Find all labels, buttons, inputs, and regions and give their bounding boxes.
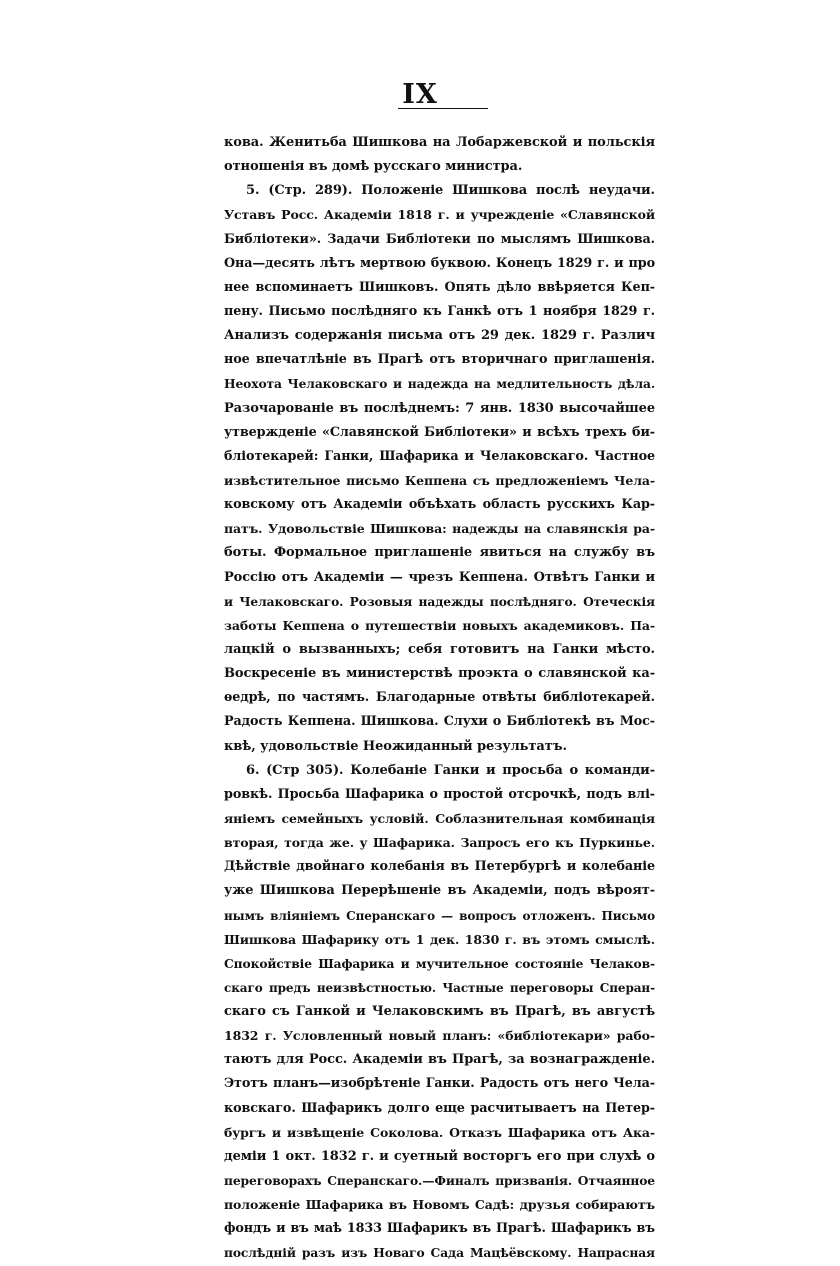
header-rule bbox=[398, 108, 488, 109]
text-line: бліотекарей: Ганки, Шафарика и Челаковскаго. Частное bbox=[224, 448, 655, 464]
text-line: уже Шишкова Перерѣшеніе въ Академіи, подъ вѣроят- bbox=[224, 883, 655, 899]
text-line: бургъ и извѣщеніе Соколова. Отказъ Шафарика отъ Ака- bbox=[224, 1124, 655, 1140]
text-line: Анализъ содержанія письма отъ 29 дек. 1829 г. Различ bbox=[224, 328, 655, 344]
text-line: кова. Женитьба Шишкова на Лобаржевской и польскія bbox=[224, 135, 655, 150]
text-line: деміи 1 окт. 1832 г. и суетный восторгъ его при слухѣ о bbox=[224, 1148, 655, 1164]
text-line: яніемъ семейныхъ условій. Соблазнительная комбинація bbox=[224, 810, 655, 826]
page-number: IX bbox=[402, 79, 438, 110]
text-line: ровкѣ. Просьба Шафарика о простой отсрочкѣ, подъ влі- bbox=[224, 786, 655, 802]
text-line: утвержденіе «Славянской Библіотеки» и всѣхъ трехъ би- bbox=[224, 424, 655, 440]
text-line: Дѣйствіе двойнаго колебанія въ Петербургѣ и колебаніе bbox=[224, 859, 655, 875]
text-line: Россію отъ Академіи — чрезъ Кеппена. Отвѣтъ Ганки и bbox=[224, 569, 655, 585]
text-line: отношенія въ домѣ русскаго министра. bbox=[224, 159, 523, 175]
text-line: нымъ вліяніемъ Сперанскаго — вопросъ отложенъ. Письмо bbox=[224, 908, 655, 923]
text-line: ковскому отъ Академіи объѣхать область русскихъ Кар- bbox=[224, 497, 655, 513]
text-line: и Челаковскаго. Розовыя надежды послѣдняго. Отеческія bbox=[224, 593, 655, 609]
text-line: переговорахъ Сперанскаго.—Финалъ призванія. Отчаянное bbox=[224, 1173, 655, 1189]
text-line: ное впечатлѣніе въ Прагѣ отъ вторичнаго приглашенія. bbox=[224, 352, 655, 368]
text-line: таютъ для Росс. Академіи въ Прагѣ, за вознагражденіе. bbox=[224, 1052, 655, 1068]
text-line: Спокойствіе Шафарика и мучительное состояніе Челаков- bbox=[224, 955, 655, 971]
text-line: квѣ, удовольствіе Неожиданный результатъ. bbox=[224, 738, 567, 754]
text-line: заботы Кеппена о путешествіи новыхъ академиковъ. Па- bbox=[224, 617, 655, 633]
text-line: лацкій о вызванныхъ; себя готовитъ на Ганки мѣсто. bbox=[224, 641, 655, 657]
text-line: боты. Формальное приглашеніе явиться на службу въ bbox=[224, 545, 655, 561]
text-line: послѣдній разъ изъ Новаго Сада Мацѣёвскому. Напрасная bbox=[224, 1245, 655, 1261]
text-line: Неохота Челаковскаго и надежда на медлительность дѣла. bbox=[224, 376, 655, 392]
text-line: 1832 г. Условленный новый планъ: «библіотекари» рабо- bbox=[224, 1028, 655, 1044]
text-line: скаго съ Ганкой и Челаковскимъ въ Прагѣ, въ августѣ bbox=[224, 1004, 655, 1020]
text-line: Радость Кеппена. Шишкова. Слухи о Библіотекѣ въ Мос- bbox=[224, 714, 655, 730]
text-line: Шишкова Шафарику отъ 1 дек. 1830 г. въ этомъ смыслѣ. bbox=[224, 931, 655, 947]
text-line: Разочарованіе въ послѣднемъ: 7 янв. 1830 высочайшее bbox=[224, 400, 655, 416]
text-line: нее вспоминаетъ Шишковъ. Опять дѣло ввѣряется Кеп- bbox=[224, 279, 655, 295]
text-line: Уставъ Росс. Академіи 1818 г. и учрежденіе «Славянской bbox=[224, 207, 655, 223]
text-line: 5. (Стр. 289). Положеніе Шишкова послѣ неудачи. bbox=[246, 183, 655, 199]
text-line: Воскресеніе въ министерствѣ проэкта о славянской ка- bbox=[224, 666, 655, 682]
text-line: фондъ и въ маѣ 1833 Шафарикъ въ Прагѣ. Шафарикъ въ bbox=[224, 1221, 655, 1237]
text-line: Она—десять лѣтъ мертвою буквою. Конецъ 1829 г. и про bbox=[224, 255, 655, 271]
text-line: положеніе Шафарика въ Новомъ Садѣ: друзья собираютъ bbox=[224, 1197, 655, 1213]
text-line: ковскаго. Шафарикъ долго еще расчитываетъ на Петер- bbox=[224, 1100, 655, 1116]
text-line: ѳедрѣ, по частямъ. Благодарные отвѣты библіотекарей. bbox=[224, 690, 655, 706]
text-line: пену. Письмо послѣдняго къ Ганкѣ отъ 1 ноября 1829 г. bbox=[224, 303, 655, 319]
text-line: патъ. Удовольствіе Шишкова: надежды на славянскія ра- bbox=[224, 521, 655, 537]
text-line: вторая, тогда же. у Шафарика. Запросъ его къ Пуркинье. bbox=[224, 835, 655, 851]
text-line: 6. (Стр 305). Колебаніе Ганки и просьба о команди- bbox=[246, 762, 655, 778]
text-line: Библіотеки». Задачи Библіотеки по мыслямъ Шишкова. bbox=[224, 231, 655, 247]
body-text bbox=[224, 131, 655, 1266]
text-line: Этотъ планъ—изобрѣтеніе Ганки. Радость отъ него Чела- bbox=[224, 1076, 655, 1092]
text-line: скаго предъ неизвѣстностью. Частные переговоры Сперан- bbox=[224, 980, 655, 995]
text-line: извѣстительное письмо Кеппена съ предложеніемъ Чела- bbox=[224, 472, 655, 488]
